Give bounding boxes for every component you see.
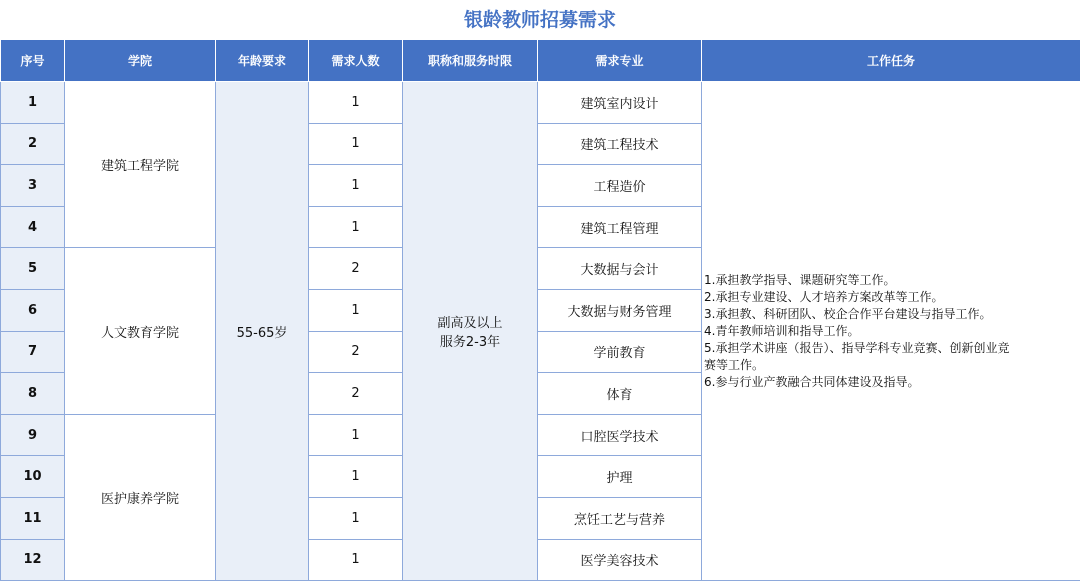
count-cell: 1: [309, 414, 403, 456]
row-index: 10: [1, 456, 65, 498]
major-cell: 医学美容技术: [538, 539, 702, 581]
count-cell: 1: [309, 456, 403, 498]
row-index: 12: [1, 539, 65, 581]
header-tasks: 工作任务: [702, 40, 1080, 82]
row-index: 9: [1, 414, 65, 456]
count-cell: 1: [309, 539, 403, 581]
major-cell: 工程造价: [538, 165, 702, 207]
row-index: 11: [1, 497, 65, 539]
title-term-cell: [403, 82, 538, 581]
task-line: 5.承担学术讲座（报告）、指导学科专业竞赛、创新创业竞: [704, 340, 1010, 355]
count-cell: 1: [309, 497, 403, 539]
table-row: [1, 82, 1080, 124]
major-cell: 建筑工程管理: [538, 206, 702, 248]
major-cell: 大数据与会计: [538, 248, 702, 290]
row-index: 8: [1, 373, 65, 415]
row-index: 1: [1, 82, 65, 124]
service-term: 服务2-3年: [439, 335, 501, 351]
count-cell: 1: [309, 82, 403, 124]
major-cell: 体育: [538, 373, 702, 415]
college-cell: 医护康养学院: [65, 414, 216, 580]
row-index: 6: [1, 289, 65, 331]
title-requirement: 副高及以上: [437, 316, 503, 332]
college-cell: 人文教育学院: [65, 248, 216, 414]
major-cell: 口腔医学技术: [538, 414, 702, 456]
recruitment-table: [0, 40, 1080, 581]
major-cell: 建筑工程技术: [538, 123, 702, 165]
count-cell: 2: [309, 248, 403, 290]
major-cell: 护理: [538, 456, 702, 498]
row-index: 2: [1, 123, 65, 165]
count-cell: 1: [309, 165, 403, 207]
header-index: 序号: [1, 40, 65, 82]
count-cell: 1: [309, 206, 403, 248]
task-line: 6.参与行业产教融合共同体建设及指导。: [704, 374, 920, 389]
row-index: 3: [1, 165, 65, 207]
count-cell: 1: [309, 289, 403, 331]
task-line: 赛等工作。: [704, 357, 765, 372]
header-major: 需求专业: [538, 40, 702, 82]
row-index: 7: [1, 331, 65, 373]
count-cell: 2: [309, 331, 403, 373]
major-cell: 建筑室内设计: [538, 82, 702, 124]
tasks-cell: [702, 82, 1080, 581]
major-cell: 烹饪工艺与营养: [538, 497, 702, 539]
age-cell: 55-65岁: [216, 82, 309, 581]
major-cell: 大数据与财务管理: [538, 289, 702, 331]
major-cell: 学前教育: [538, 331, 702, 373]
header-row: [1, 40, 1080, 82]
header-college: 学院: [65, 40, 216, 82]
page-title: 银龄教师招募需求: [463, 9, 616, 31]
count-cell: 1: [309, 123, 403, 165]
header-age: 年龄要求: [216, 40, 309, 82]
row-index: 5: [1, 248, 65, 290]
header-title-term: 职称和服务时限: [403, 40, 538, 82]
task-line: 1.承担教学指导、课题研究等工作。: [704, 272, 896, 287]
row-index: 4: [1, 206, 65, 248]
task-line: 2.承担专业建设、人才培养方案改革等工作。: [704, 289, 944, 304]
task-line: 4.青年教师培训和指导工作。: [704, 323, 860, 338]
task-line: 3.承担教、科研团队、校企合作平台建设与指导工作。: [704, 306, 992, 321]
college-cell: 建筑工程学院: [65, 82, 216, 248]
count-cell: 2: [309, 373, 403, 415]
header-count: 需求人数: [309, 40, 403, 82]
